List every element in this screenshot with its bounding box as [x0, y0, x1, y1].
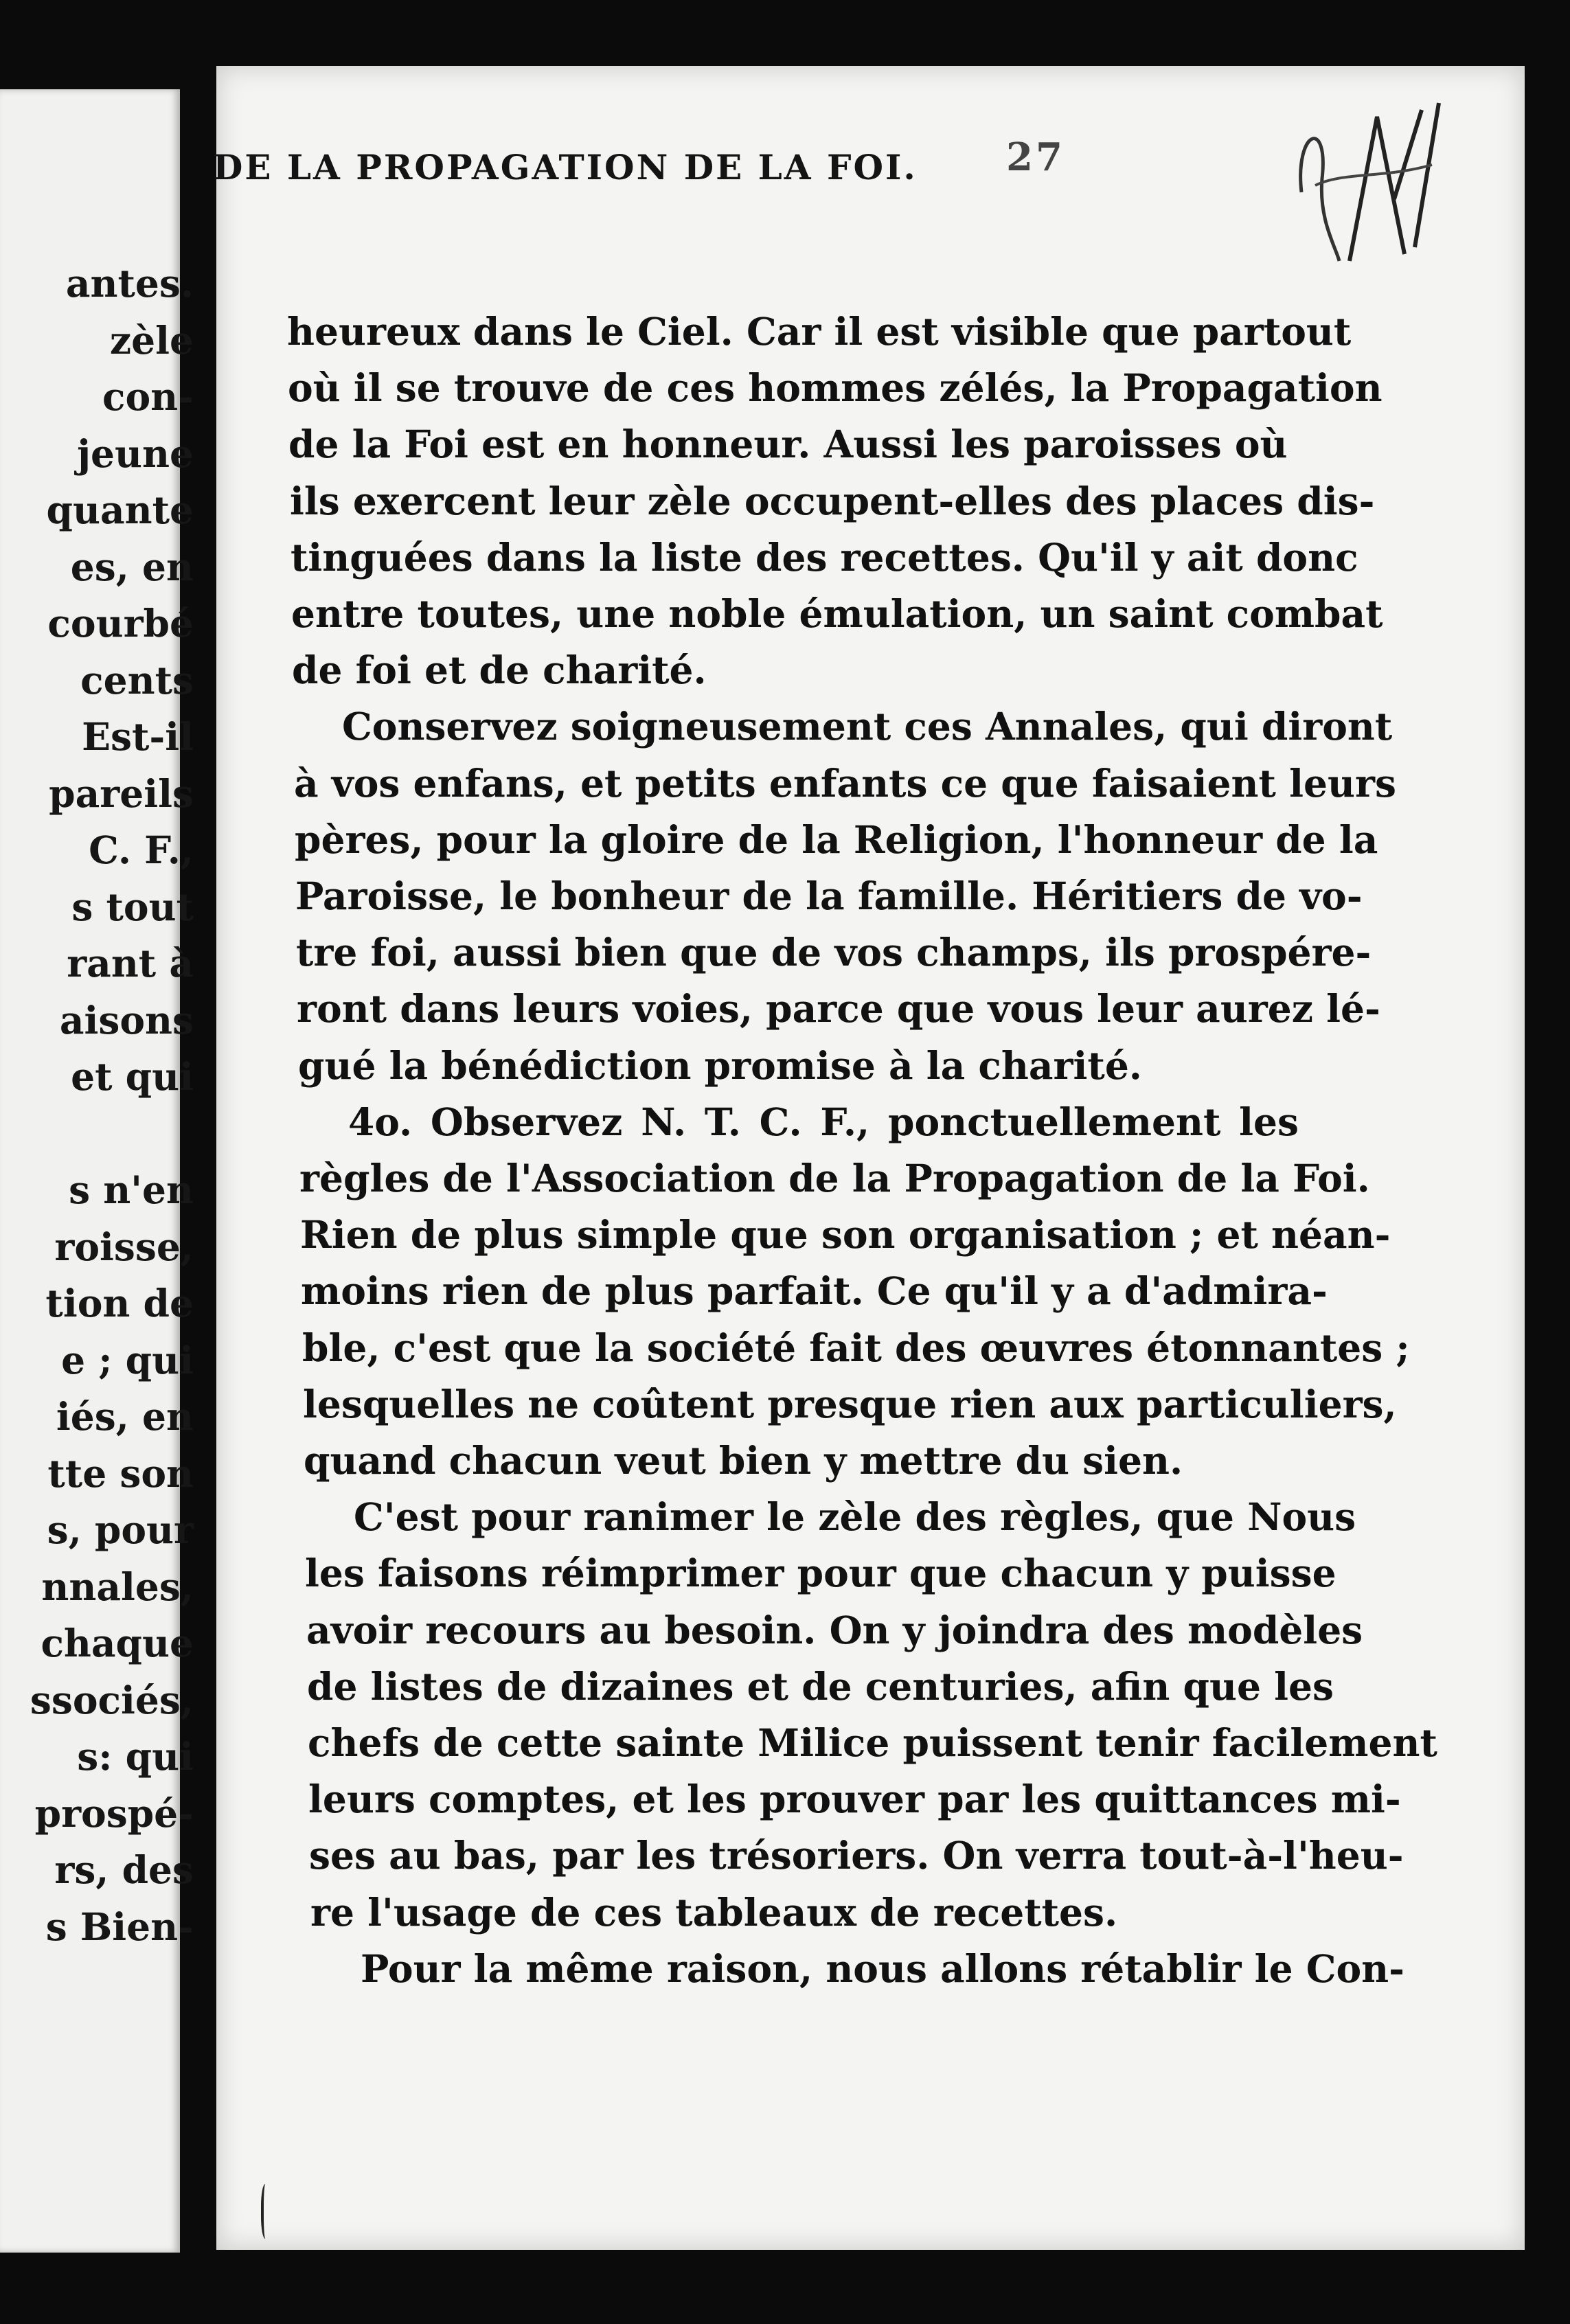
- facing-page-fragment: [0, 89, 194, 2253]
- page-number: 27: [1006, 135, 1065, 180]
- text-line: lesquelles ne coûtent presque rien aux particuliers,: [303, 1381, 1397, 1426]
- left-page-line: pareils: [49, 771, 194, 816]
- left-page-line: s n'en: [69, 1167, 194, 1212]
- left-page-line: es, en: [70, 544, 194, 589]
- left-page-line: antes.: [65, 261, 194, 306]
- text-line: ront dans leurs voies, parce que vous leur aurez lé-: [297, 986, 1380, 1032]
- left-page-line: con-: [102, 374, 194, 419]
- text-line: les faisons réimprimer pour que chacun y puisse: [305, 1551, 1336, 1596]
- left-page-line: zèle: [109, 317, 194, 363]
- running-title: DE LA PROPAGATION DE LA FOI.: [213, 147, 918, 187]
- text-line: C'est pour ranimer le zèle des règles, que Nous: [354, 1494, 1356, 1540]
- text-line: ils exercent leur zèle occupent-elles des places dis-: [290, 478, 1375, 523]
- left-page-line: rs, des: [54, 1847, 194, 1892]
- text-line: avoir recours au besoin. On y joindra des modèles: [306, 1607, 1363, 1652]
- text-line: gué la bénédiction promise à la charité.: [298, 1043, 1142, 1088]
- left-page-line: quante: [46, 488, 194, 532]
- left-page-line: s tout: [71, 884, 194, 929]
- left-page-line: prospé-: [34, 1790, 194, 1836]
- left-page-line: roisse,: [54, 1224, 194, 1269]
- left-page-line: jeune: [77, 431, 194, 476]
- text-line: Rien de plus simple que son organisation ; et néan-: [300, 1212, 1391, 1257]
- left-page-line: chaque: [41, 1621, 194, 1665]
- left-page-line: s: qui: [77, 1734, 194, 1779]
- text-line: 4o. Observez N. T. C. F., ponctuellement les: [348, 1099, 1299, 1144]
- text-line: ses au bas, par les trésoriers. On verra tout-à-l'heu-: [309, 1833, 1404, 1878]
- text-line: quand chacun veut bien y mettre du sien.: [304, 1438, 1183, 1483]
- left-page-line: s, pour: [47, 1507, 194, 1552]
- text-line: règles de l'Association de la Propagation de la Foi.: [299, 1156, 1370, 1200]
- text-line: à vos enfans, et petits enfants ce que faisaient leurs: [294, 760, 1396, 806]
- left-page-line: nnales,: [41, 1564, 194, 1609]
- left-page-line: ssociés,: [30, 1677, 194, 1722]
- left-page-line: rant à: [67, 941, 194, 986]
- text-line: pères, pour la gloire de la Religion, l'honneur de la: [295, 817, 1378, 862]
- page-edge-mark: [261, 2184, 272, 2239]
- text-line: leurs comptes, et les prouver par les quittances mi-: [308, 1777, 1401, 1822]
- text-line: Paroisse, le bonheur de la famille. Héritiers de vo-: [295, 874, 1363, 918]
- text-line: ble, c'est que la société fait des œuvres étonnantes ;: [302, 1325, 1410, 1370]
- text-line: tinguées dans la liste des recettes. Qu'il y ait donc: [291, 534, 1358, 580]
- left-page-line: courbé: [47, 601, 194, 646]
- handwritten-mark-icon: [1274, 89, 1453, 295]
- left-page-line: et qui: [71, 1054, 194, 1099]
- text-line: chefs de cette sainte Milice puissent tenir facilement: [308, 1720, 1437, 1765]
- left-page-line: iés, en: [56, 1394, 194, 1439]
- text-line: moins rien de plus parfait. Ce qu'il y a d'admira-: [301, 1268, 1328, 1314]
- left-page-line: C. F.,: [89, 828, 194, 872]
- left-page-line: tion de: [45, 1281, 194, 1325]
- text-line: re l'usage de ces tableaux de recettes.: [310, 1889, 1118, 1935]
- left-page-line: Est-il: [82, 714, 194, 759]
- text-line: entre toutes, une noble émulation, un saint combat: [291, 591, 1383, 636]
- text-line: de listes de dizaines et de centuries, afin que les: [307, 1663, 1334, 1709]
- text-line: heureux dans le Ciel. Car il est visible que partout: [287, 309, 1352, 354]
- text-line: de la Foi est en honneur. Aussi les paroisses où: [288, 422, 1288, 467]
- left-page-line: e ; qui: [61, 1337, 194, 1382]
- left-page-line: aisons: [59, 997, 194, 1043]
- text-line: tre foi, aussi bien que de vos champs, ils prospére-: [296, 930, 1372, 975]
- left-page-line: tte son: [47, 1450, 194, 1496]
- text-line: de foi et de charité.: [292, 648, 707, 693]
- text-line: Pour la même raison, nous allons rétablir le Con-: [361, 1946, 1404, 1991]
- left-page-line: s Bien-: [45, 1904, 194, 1949]
- text-line: où il se trouve de ces hommes zélés, la Propagation: [288, 365, 1383, 411]
- left-page-line: cents: [80, 657, 194, 703]
- text-line: Conservez soigneusement ces Annales, qui diront: [342, 704, 1393, 749]
